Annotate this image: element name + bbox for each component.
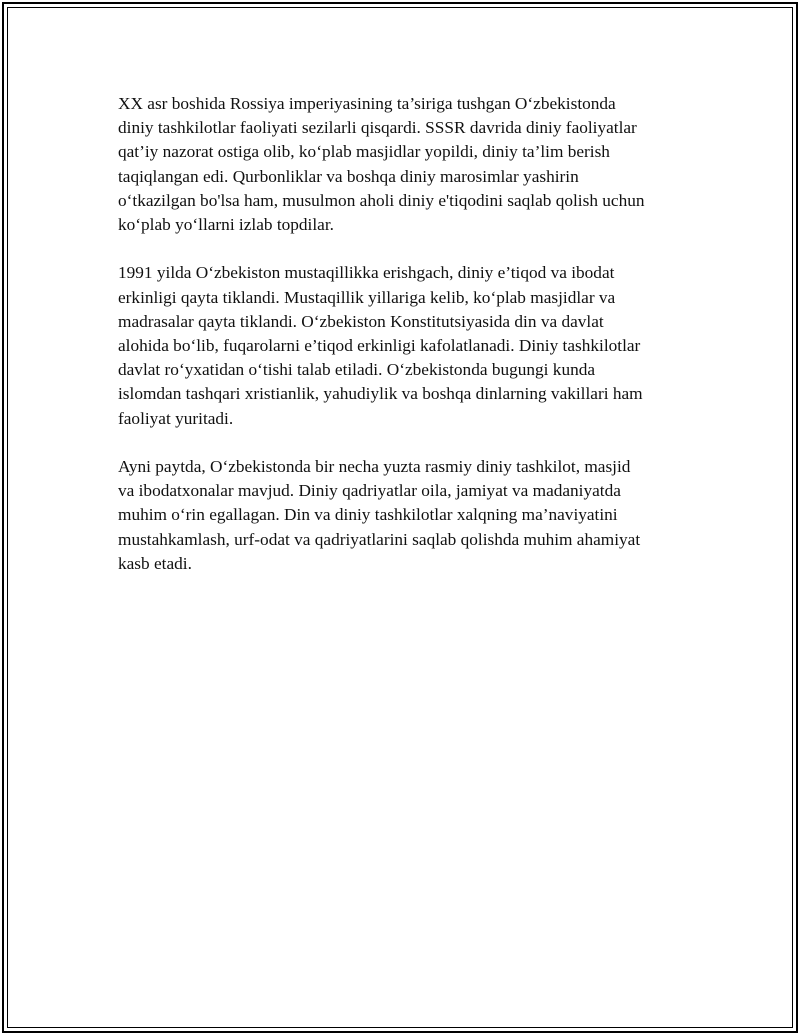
paragraph-1: XX asr boshida Rossiya imperiyasining ta’siriga tushgan O‘zbekistonda diniy tashkilotlar faoliyati sezilarli qisqardi. SSSR davrida diniy faoliyatlar qat’iy nazorat ostiga olib, ko‘plab masjidlar yopildi, diniy ta’lim berish taqiqlangan edi. Qurbonliklar va boshqa diniy marosimlar yashirin o‘tkazilgan bo'lsa ham, musulmon aholi diniy e'tiqodini saqlab qolish uchun ko‘plab yo‘llarni izlab topdilar. bbox=[118, 94, 645, 235]
paragraph-3: Ayni paytda, O‘zbekistonda bir necha yuzta rasmiy diniy tashkilot, masjid va ibodatxonalar mavjud. Diniy qadriyatlar oila, jamiyat va madaniyatda muhim o‘rin egallagan. Din va diniy tashkilotlar xalqning ma’naviyatini mustahkamlash, urf-odat va qadriyatlarini saqlab qolishda muhim ahamiyat kasb etadi. bbox=[118, 457, 641, 573]
paragraph-2: 1991 yilda O‘zbekiston mustaqillikka erishgach, diniy e’tiqod va ibodat erkinligi qayta tiklandi. Mustaqillik yillariga kelib, ko‘plab masjidlar va madrasalar qayta tiklandi. O‘zbekiston Konstitutsiyasida din va davlat alohida bo‘lib, fuqarolarni e’tiqod erkinligi kafolatlanadi. Diniy tashkilotlar davlat ro‘yxatidan o‘tishi talab etiladi. O‘zbekistonda bugungi kunda islomdan tashqari xristianlik, yahudiylik va boshqa dinlarning vakillari ham faoliyat yuritadi. bbox=[118, 263, 643, 428]
document-body bbox=[118, 92, 688, 600]
